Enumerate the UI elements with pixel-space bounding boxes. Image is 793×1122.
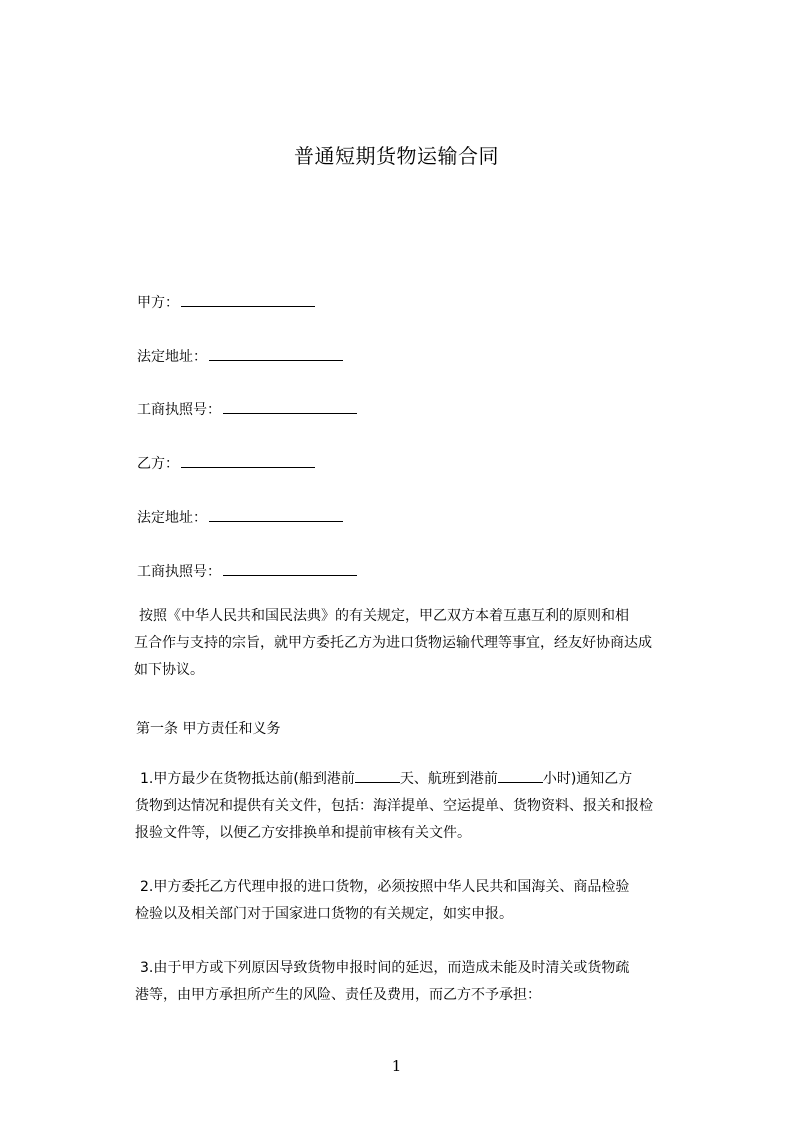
- party-b-license-label: 工商执照号：: [137, 564, 221, 580]
- clause-2-line: 检验以及相关部门对于国家进口货物的有关规定，如实申报。: [135, 906, 513, 922]
- party-b-address-blank: [209, 507, 343, 522]
- party-a-address-blank: [209, 346, 343, 361]
- preamble-line: 互合作与支持的宗旨，就甲方委托乙方为进口货物运输代理等事宜，经友好协商达成: [134, 635, 652, 651]
- party-a-license-blank: [223, 399, 357, 414]
- party-a-license-label: 工商执照号：: [137, 402, 221, 418]
- party-a-address-label: 法定地址：: [137, 349, 207, 365]
- clause-3-line: 3.由于甲方或下列原因导致货物申报时间的延迟，而造成未能及时清关或货物疏: [140, 960, 630, 976]
- party-a-address-field: [137, 346, 343, 367]
- clause-1-line-1: [136, 766, 700, 793]
- clause-1-paragraph: [136, 766, 700, 847]
- hours-blank: [498, 768, 543, 783]
- page-number: 1: [391, 1057, 402, 1075]
- days-blank: [355, 768, 400, 783]
- party-a-label: 甲方：: [137, 295, 179, 311]
- document-title: 普通短期货物运输合同: [294, 144, 499, 168]
- party-a-license-field: [137, 399, 357, 420]
- party-b-blank: [181, 453, 315, 468]
- party-b-label: 乙方：: [137, 456, 179, 472]
- clause-1-text-b: 天、航班到港前: [399, 771, 498, 787]
- clause-2-paragraph: [136, 874, 700, 928]
- party-b-license-field: [137, 561, 357, 582]
- preamble-line: 按照《中华人民共和国民法典》的有关规定，甲乙双方本着互惠互利的原则和相: [139, 608, 629, 624]
- clause-3-line: 港等，由甲方承担所产生的风险、责任及费用，而乙方不予承担：: [135, 987, 541, 1003]
- clause-2-line: 2.甲方委托乙方代理申报的进口货物，必须按照中华人民共和国海关、商品检验: [140, 879, 630, 895]
- clause-1-text-a: 1.甲方最少在货物抵达前(船到港前: [140, 771, 355, 787]
- party-a-field: [137, 292, 315, 313]
- preamble-line: 如下协议。: [134, 662, 204, 678]
- article-1-heading: 第一条 甲方责任和义务: [136, 721, 281, 737]
- party-b-license-blank: [223, 561, 357, 576]
- party-b-address-field: [137, 507, 343, 528]
- party-b-field: [137, 453, 315, 474]
- preamble-paragraph: [136, 603, 700, 684]
- party-a-blank: [181, 292, 315, 307]
- clause-1-text-c: 小时)通知乙方: [542, 771, 633, 787]
- clause-1-line-2: 货物到达情况和提供有关文件，包括：海洋提单、空运提单、货物资料、报关和报检: [135, 798, 653, 814]
- clause-1-line-3: 报验文件等，以便乙方安排换单和提前审核有关文件。: [135, 825, 471, 841]
- party-b-address-label: 法定地址：: [137, 510, 207, 526]
- clause-3-paragraph: [136, 955, 700, 1009]
